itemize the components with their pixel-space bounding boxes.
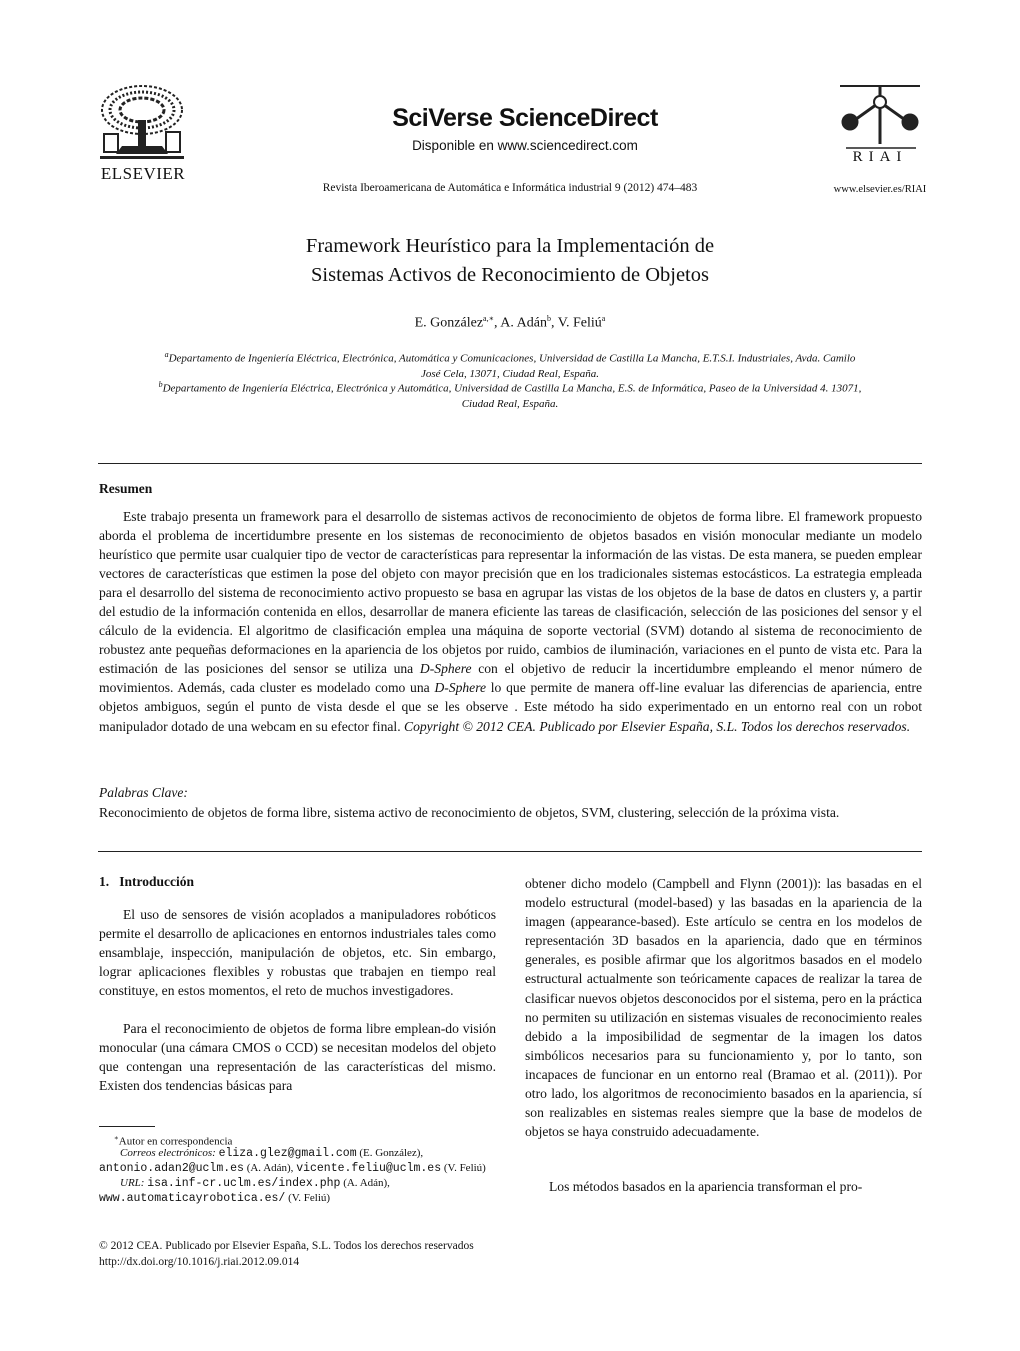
footnote-urls-cont <box>99 1191 499 1206</box>
abstract-part: lo que permite de manera off-line evaluar las diferencias de apariencia, entre objetos ambiguos, según el punto de vista desde el que se les observe . Este método ha sido experimentado en un entorno real con un robot manipulador dotado de una webcam en su efector final. <box>99 680 922 734</box>
affiliation-b <box>100 377 920 413</box>
author-affil-mark: a,∗ <box>483 314 495 323</box>
email-owner: (V. Feliú) <box>441 1162 486 1174</box>
email-link[interactable]: antonio.adan2@uclm.es <box>99 1162 244 1175</box>
url-owner: (V. Feliú) <box>285 1192 331 1204</box>
author-list: E. González$^{a,∗}$, A. Adán$^b$, V. Feliú$^a$ <box>414 314 606 331</box>
footnote-text: Autor en correspondencia <box>118 1135 233 1148</box>
footnote-emails <box>120 1146 520 1161</box>
author-affil-mark: b <box>546 314 551 323</box>
affiliation-line: Departamento de Ingeniería Eléctrica, Electrónica y Automática, Universidad de Castilla La Mancha, E.S. de Informática, Paseo de la Universidad 4. 13071, <box>162 382 862 395</box>
abstract-copyright: Copyright © 2012 CEA. Publicado por Elsevier España, S.L. Todos los derechos reservados. <box>404 718 911 734</box>
divider <box>98 851 922 852</box>
journal-url[interactable]: www.elsevier.es/RIAI <box>833 184 927 195</box>
abstract-part: con el objetivo de reducir la incertidumbre empleando el menor número de movimientos. Además, cada cluster es modelado como una <box>99 661 922 696</box>
title-line-2: Sistemas Activos de Reconocimiento de Objetos <box>311 264 709 286</box>
divider <box>98 463 922 464</box>
email-link[interactable]: vicente.feliu@uclm.es <box>296 1162 442 1175</box>
footnote-urls <box>120 1176 520 1191</box>
abstract-term: D-Sphere <box>434 680 487 696</box>
footnote-rule <box>99 1126 155 1127</box>
page-footer <box>99 1238 474 1270</box>
footer-copyright: © 2012 CEA. Publicado por Elsevier España, S.L. Todos los derechos reservados <box>99 1240 474 1252</box>
keywords-text: Reconocimiento de objetos de forma libre, sistema activo de reconocimiento de objetos, SVM, clustering, selección de la próxima vista. <box>99 805 840 820</box>
email-owner: (E. González), <box>356 1147 424 1159</box>
abstract-term: D-Sphere <box>419 661 472 677</box>
url-link[interactable]: www.automaticayrobotica.es/ <box>99 1192 286 1205</box>
url-owner: (A. Adán), <box>340 1177 390 1189</box>
affiliation-line: Ciudad Real, España. <box>461 398 559 411</box>
affiliation-mark: a <box>164 350 169 359</box>
abstract-text <box>99 507 922 736</box>
footnote-mark: ∗ <box>114 1134 119 1142</box>
riai-wordmark: RIAI <box>852 149 908 165</box>
elsevier-wordmark: ELSEVIER <box>100 164 186 183</box>
availability-line: Disponible en www.sciencedirect.com <box>412 138 638 153</box>
affiliation-line: Departamento de Ingeniería Eléctrica, Electrónica, Automática y Comunicaciones, Universidad de Castilla La Mancha, E.T.S.I. Industriales, Avda. Camilo <box>168 352 856 365</box>
affiliation-mark: b <box>158 380 163 389</box>
journal-citation: Revista Iberoamericana de Automática e Informática industrial 9 (2012) 474–483 <box>322 182 698 194</box>
article-title <box>160 232 860 290</box>
body-paragraph: El uso de sensores de visión acoplados a manipuladores robóticos permite el desarrollo de aplicaciones en entornos industriales tales como ensamblaje, inspección, manipulación de objetos, etc. Sin embargo, lograr aplicaciones flexibles y robustas que trabajen en tiempo real constituye, en estos momentos, el reto de muchos investigadores. <box>99 907 496 999</box>
footnote-emails-cont <box>99 1161 499 1176</box>
author-name: E. González <box>414 315 484 331</box>
author-name: V. Feliú <box>557 315 602 331</box>
body-paragraph: obtener dicho modelo (Campbell and Flynn (2001)): las basadas en el modelo estructural (model-based) y las basadas en la apariencia de la imagen (appearance-based). Este artículo se centra en los modelos de representación 3D basados en la apariencia, dado que en términos generales, es posible afirmar que los algoritmos basados en el modelo estructural actualmente son teóricamente capaces de realizar la tarea de clasificar nuevos objetos desconocidos por el sistema, pero en la práctica no permiten su utilización en sistemas visuales de reconocimiento reales debido a la imposibilidad de segmentar de la imagen los datos simbólicos necesarios para su funcionamiento y, por lo tanto, son incapaces de funcionar en un entorno real (Bramao et al. (2011)). Por otro lado, los algoritmos de reconocimiento basados en la apariencia, sí son realizables en sistemas reales siempre que la base de modelos de objetos se haya construido adecuadamente. <box>525 876 922 1140</box>
author-affil-mark: a <box>601 314 606 323</box>
affiliation-line: José Cela, 13071, Ciudad Real, España. <box>420 368 600 381</box>
emails-label: Correos electrónicos: <box>120 1147 216 1159</box>
email-owner: (A. Adán), <box>243 1162 297 1174</box>
url-label: URL: <box>120 1177 145 1189</box>
author-name: A. Adán <box>500 315 547 331</box>
body-paragraph: Para el reconocimiento de objetos de forma libre emplean-do visión monocular (una cámara CMOS o CCD) se necesitan modelos del objeto que contengan una representación de las características del mismo. Existen dos tendencias básicas para <box>99 1021 496 1094</box>
riai-logo <box>836 84 926 156</box>
url-link[interactable]: isa.inf-cr.uclm.es/index.php <box>147 1177 341 1190</box>
email-link[interactable]: eliza.glez@gmail.com <box>218 1147 357 1160</box>
title-line-1: Framework Heurístico para la Implementación de <box>305 235 715 257</box>
keywords-label: Palabras Clave: <box>99 785 188 800</box>
abstract-heading: Resumen <box>99 481 153 496</box>
abstract-part: Este trabajo presenta un framework para el desarrollo de sistemas activos de reconocimiento de objetos de forma libre. El framework propuesto aborda el problema de incertidumbre presente en los sistemas de reconocimiento de objetos basados en visión monocular mediante un modelo heurístico que permite usar cualquier tipo de vector de características para representar la información de las vistas. De esta manera, se pueden emplear vectores de características que estimen la pose del objeto con mayor precisión que en los tradicionales sistemas estocásticos. La estrategia empleada para el desarrollo del sistema de reconocimiento activo propuesto se basa en agrupar las vistas de los objetos de la base de datos en clusters y, a partir del estudio de la información contenida en ellos, desarrollar de manera eficiente las tareas de clasificación, selección de las posiciones del sensor y el cálculo de la evidencia. El algoritmo de clasificación emplea una máquina de soporte vectorial (SVM) dotando al sistema de reconocimiento de robustez ante pequeñas deformaciones en la apariencia de los objetos por ruido, cambios de iluminación, variaciones en el punto de vista etc. Para la estimación de las posiciones del sensor se utiliza una <box>99 509 922 677</box>
body-paragraph: Los métodos basados en la apariencia transforman el pro- <box>549 1179 863 1194</box>
section-heading: 1. Introducción <box>99 874 195 889</box>
elsevier-tree-logo <box>96 84 188 162</box>
footer-doi[interactable]: http://dx.doi.org/10.1016/j.riai.2012.09.014 <box>99 1256 300 1268</box>
platform-name: SciVerse ScienceDirect <box>392 104 658 132</box>
